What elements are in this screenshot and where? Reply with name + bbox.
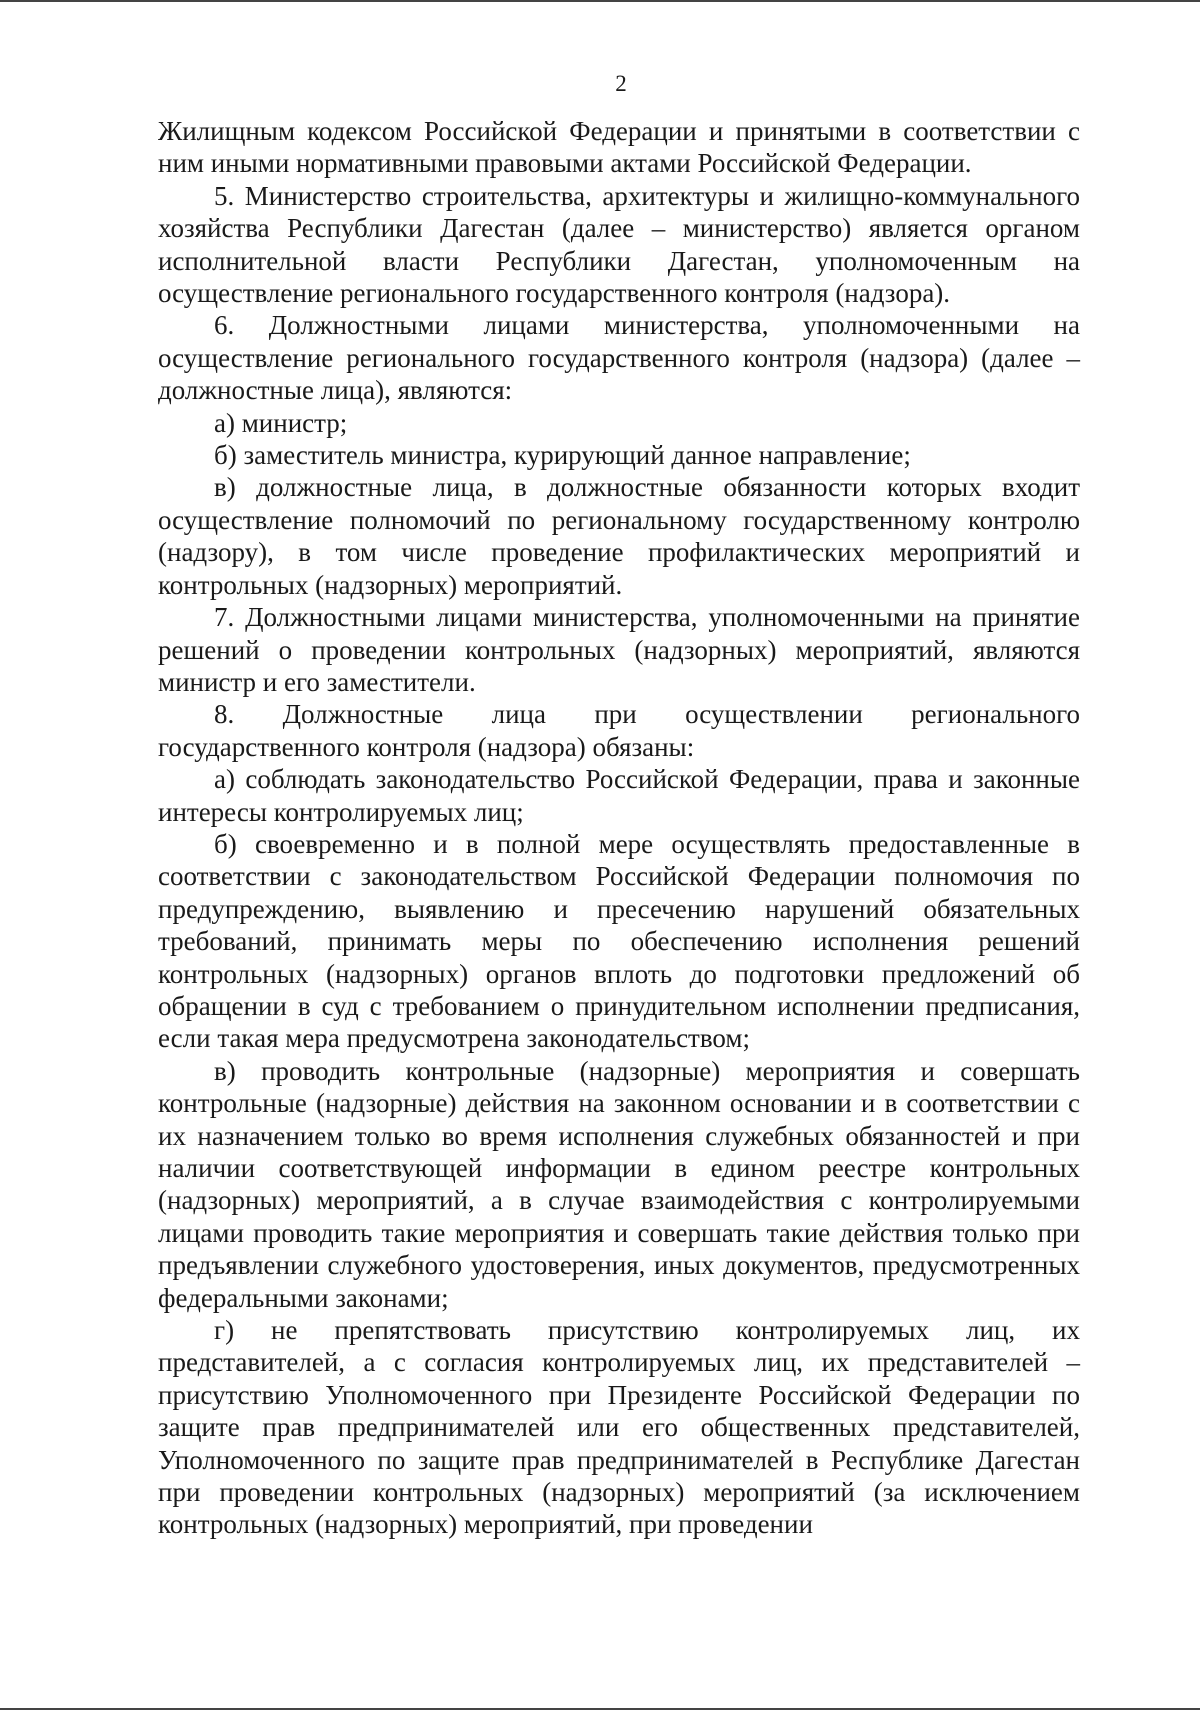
paragraph-item-6: 6. Должностными лицами министерства, уполномоченными на осуществление регионального государственного контроля (надзора) (далее – должностные лица), являются: <box>158 310 1080 406</box>
paragraph-item-5: 5. Министерство строительства, архитектуры и жилищно-коммунального хозяйства Республики Дагестан (далее – министерство) является органом исполнительной власти Республики Дагестан, уполномоченным на осуществление регионального государственного контроля (надзора). <box>158 180 1080 309</box>
paragraph-item-6v: в) должностные лица, в должностные обязанности которых входит осуществление полномочий по региональному государственному контролю (надзору), в том числе проведение профилактических мероприятий и контрольных (надзорных) мероприятий. <box>158 472 1080 600</box>
paragraph-continuation: Жилищным кодексом Российской Федерации и принятыми в соответствии с ним иными нормативными правовыми актами Российской Федерации. <box>158 116 1080 179</box>
scan-top-edge <box>0 0 1200 2</box>
paragraph-item-8a: а) соблюдать законодательство Российской Федерации, права и законные интересы контролируемых лиц; <box>158 764 1080 827</box>
paragraph-item-8: 8. Должностные лица при осуществлении регионального государственного контроля (надзора) обязаны: <box>158 699 1080 762</box>
paragraph-item-8g: г) не препятствовать присутствию контролируемых лиц, их представителей, а с согласия контролируемых лиц, их представителей – присутствию Уполномоченного при Президенте Российской Федерации по защите прав предпринимателей или его общественных представителей, Уполномоченного по защите прав предпринимателей в Республике Дагестан при проведении контрольных (надзорных) мероприятий (за исключением контрольных (надзорных) мероприятий, при проведении <box>158 1315 1080 1540</box>
paragraph-item-7: 7. Должностными лицами министерства, уполномоченными на принятие решений о проведении контрольных (надзорных) мероприятий, являются министр и его заместители. <box>158 602 1080 697</box>
paragraph-item-6b: б) заместитель министра, курирующий данное направление; <box>214 440 911 471</box>
paragraph-item-6a: а) министр; <box>214 407 348 438</box>
document-body <box>158 115 1080 1541</box>
paragraph-item-8v: в) проводить контрольные (надзорные) мероприятия и совершать контрольные (надзорные) действия на законном основании и в соответствии с их назначением только во время исполнения служебных обязанностей и при наличии соответствующей информации в едином реестре контрольных (надзорных) мероприятий, а в случае взаимодействия с контролируемыми лицами проводить такие мероприятия и совершать такие действия только при предъявлении служебного удостоверения, иных документов, предусмотренных федеральными законами; <box>158 1055 1080 1313</box>
page-number: 2 <box>615 71 627 96</box>
scan-bottom-edge <box>0 1708 1200 1710</box>
paragraph-item-8b: б) своевременно и в полной мере осуществлять предоставленные в соответствии с законодательством Российской Федерации полномочия по предупреждению, выявлению и пресечению нарушений обязательных требований, принимать меры по обеспечению исполнения решений контрольных (надзорных) органов вплоть до подготовки предложений об обращении в суд с требованием о принудительном исполнении предписания, если такая мера предусмотрена законодательством; <box>158 828 1080 1054</box>
